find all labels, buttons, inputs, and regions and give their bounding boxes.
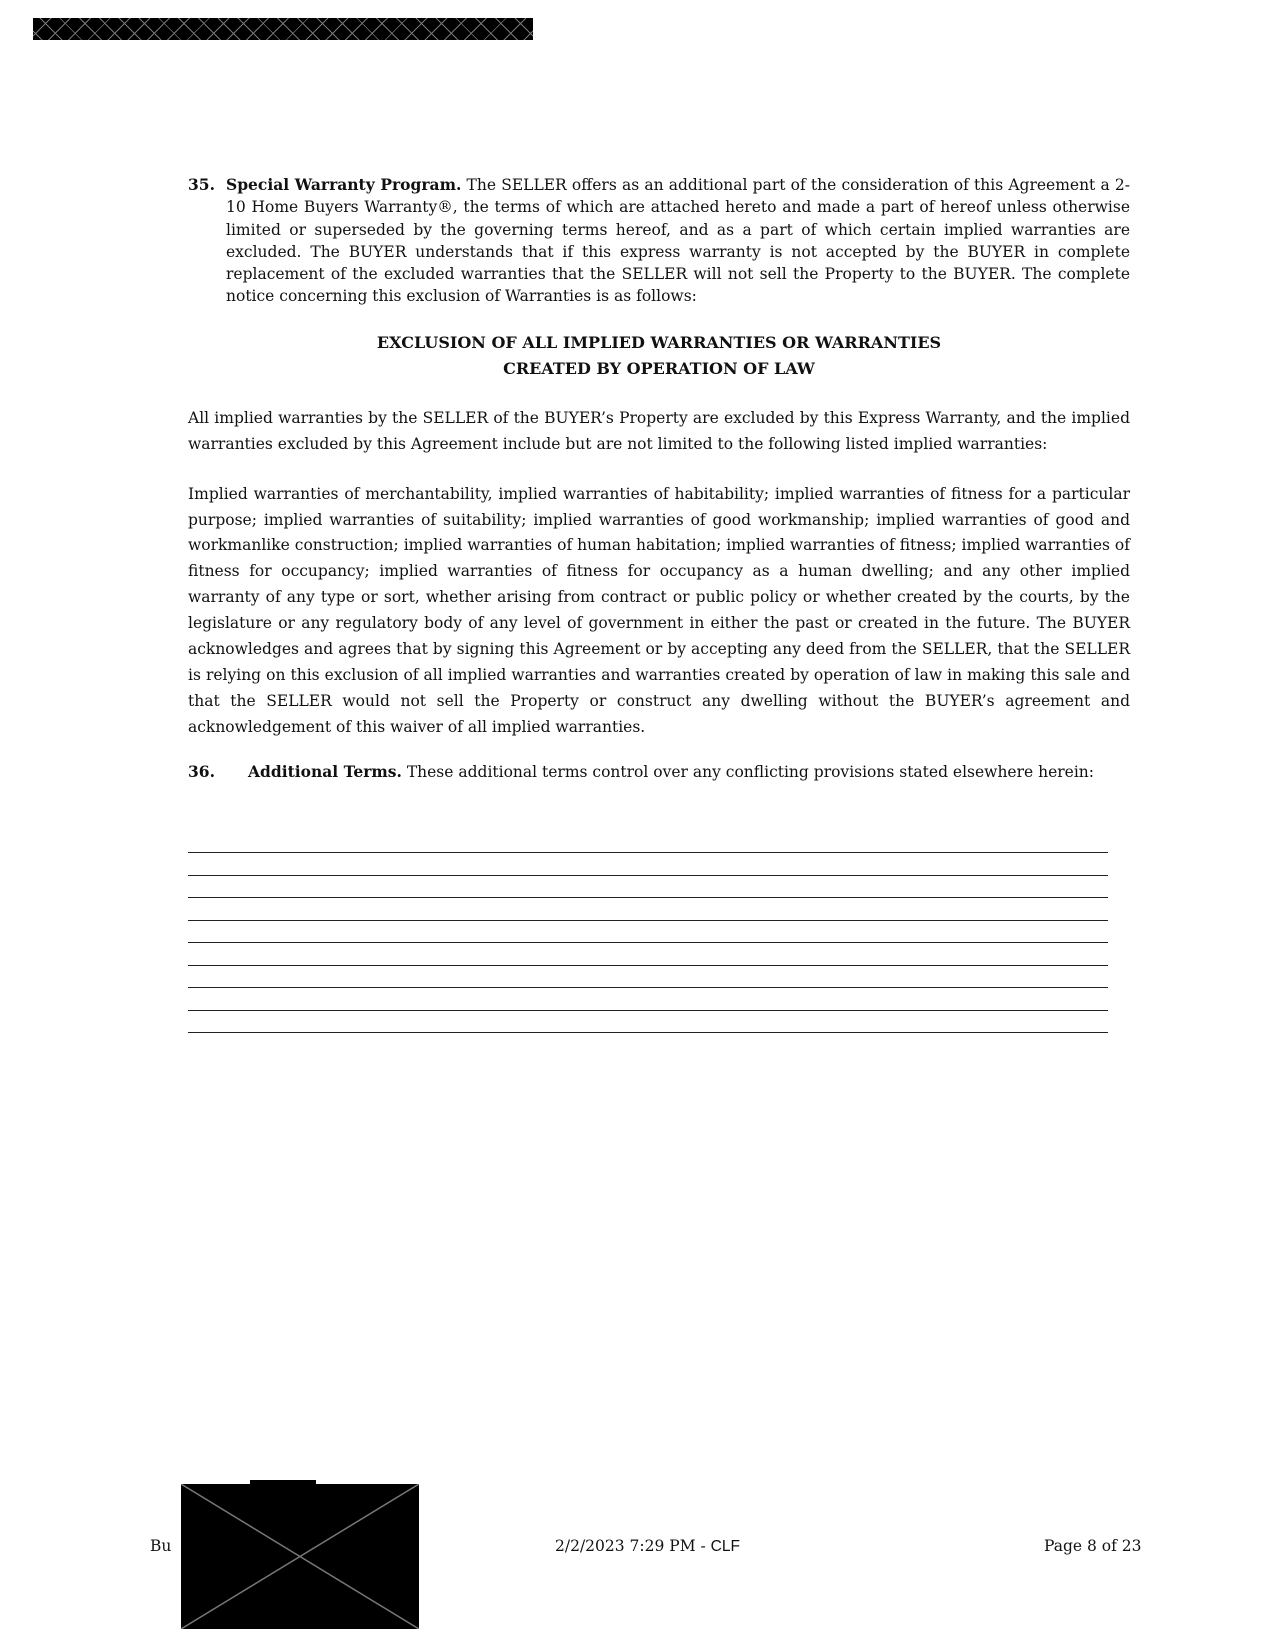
redaction-bar [33, 18, 533, 40]
blank-line[interactable] [188, 831, 1108, 854]
exclusion-paragraph-1: All implied warranties by the SELLER of the BUYER’s Property are excluded by this Express Warranty, and the implied warranties excluded by this Agreement include but are not limited to the following listed implied warranties: [188, 408, 1130, 453]
footer-left-text: Bu [150, 1537, 172, 1555]
section-35-title: Special Warranty Program. [226, 175, 462, 194]
blank-line[interactable] [188, 876, 1108, 899]
blank-line[interactable] [188, 853, 1108, 876]
blank-line[interactable] [188, 988, 1108, 1011]
exclusion-paragraph-2: Implied warranties of merchantability, implied warranties of habitability; implied warranties of fitness for a particular purpose; implied warranties of suitability; implied warranties of good workmanship; implied warranties of good and workmanlike construction; implied warranties of human habitation; implied warranties of fitness; implied warranties of fitness for occupancy; implied warranties of fitness for occupancy as a human dwelling; and any other implied warranty of any type or sort, whether arising from contract or public policy or whether created by the courts, by the legislature or any regulatory body of any level of government in either the past or created in the future. The BUYER acknowledges and agrees that by signing this Agreement or by accepting any deed from the SELLER, that the SELLER is relying on this exclusion of all implied warranties and warranties created by operation of law in making this sale and that the SELLER would not sell the Property or construct any dwelling without the BUYER’s agreement and acknowledgement of this waiver of all implied warranties. [188, 484, 1130, 736]
redaction-box [181, 1484, 419, 1629]
exclusion-heading-line1: EXCLUSION OF ALL IMPLIED WARRANTIES OR WARRANTIES [376, 332, 942, 352]
blank-line[interactable] [188, 966, 1108, 989]
blank-line[interactable] [188, 943, 1108, 966]
section-35-number: 35. [188, 175, 215, 194]
footer-page-number: Page 8 of 23 [1044, 1537, 1142, 1555]
exclusion-heading-line2: CREATED BY OPERATION OF LAW [503, 358, 815, 378]
blank-line[interactable] [188, 1011, 1108, 1034]
section-36-title: Additional Terms. [248, 761, 402, 781]
blank-line[interactable] [188, 921, 1108, 944]
footer-timestamp [555, 1537, 740, 1556]
additional-terms-lines[interactable] [188, 831, 1130, 1034]
footer-timestamp-text: 2/2/2023 7:29 PM - [555, 1537, 711, 1555]
blank-line[interactable] [188, 898, 1108, 921]
section-35-body: The SELLER offers as an additional part of the consideration of this Agreement a 2-10 Home Buyers Warranty®, the terms of which are attached hereto and made a part of hereof unless otherwise limited or superseded by the governing terms hereof, and as a part of which certain implied warranties are excluded. The BUYER understands that if this express warranty is not accepted by the BUYER in complete replacement of the excluded warranties that the SELLER will not sell the Property to the BUYER. The complete notice concerning this exclusion of Warranties is as follows: [226, 176, 1130, 306]
exclusion-heading [188, 330, 1130, 382]
section-36-body: These additional terms control over any conflicting provisions stated elsewhere herein: [401, 762, 1095, 781]
document-body [188, 174, 1130, 1033]
section-36-number: 36. [188, 761, 215, 781]
section-36 [188, 761, 1130, 783]
section-35 [188, 174, 1130, 308]
footer-initials: CLF [710, 1538, 740, 1555]
